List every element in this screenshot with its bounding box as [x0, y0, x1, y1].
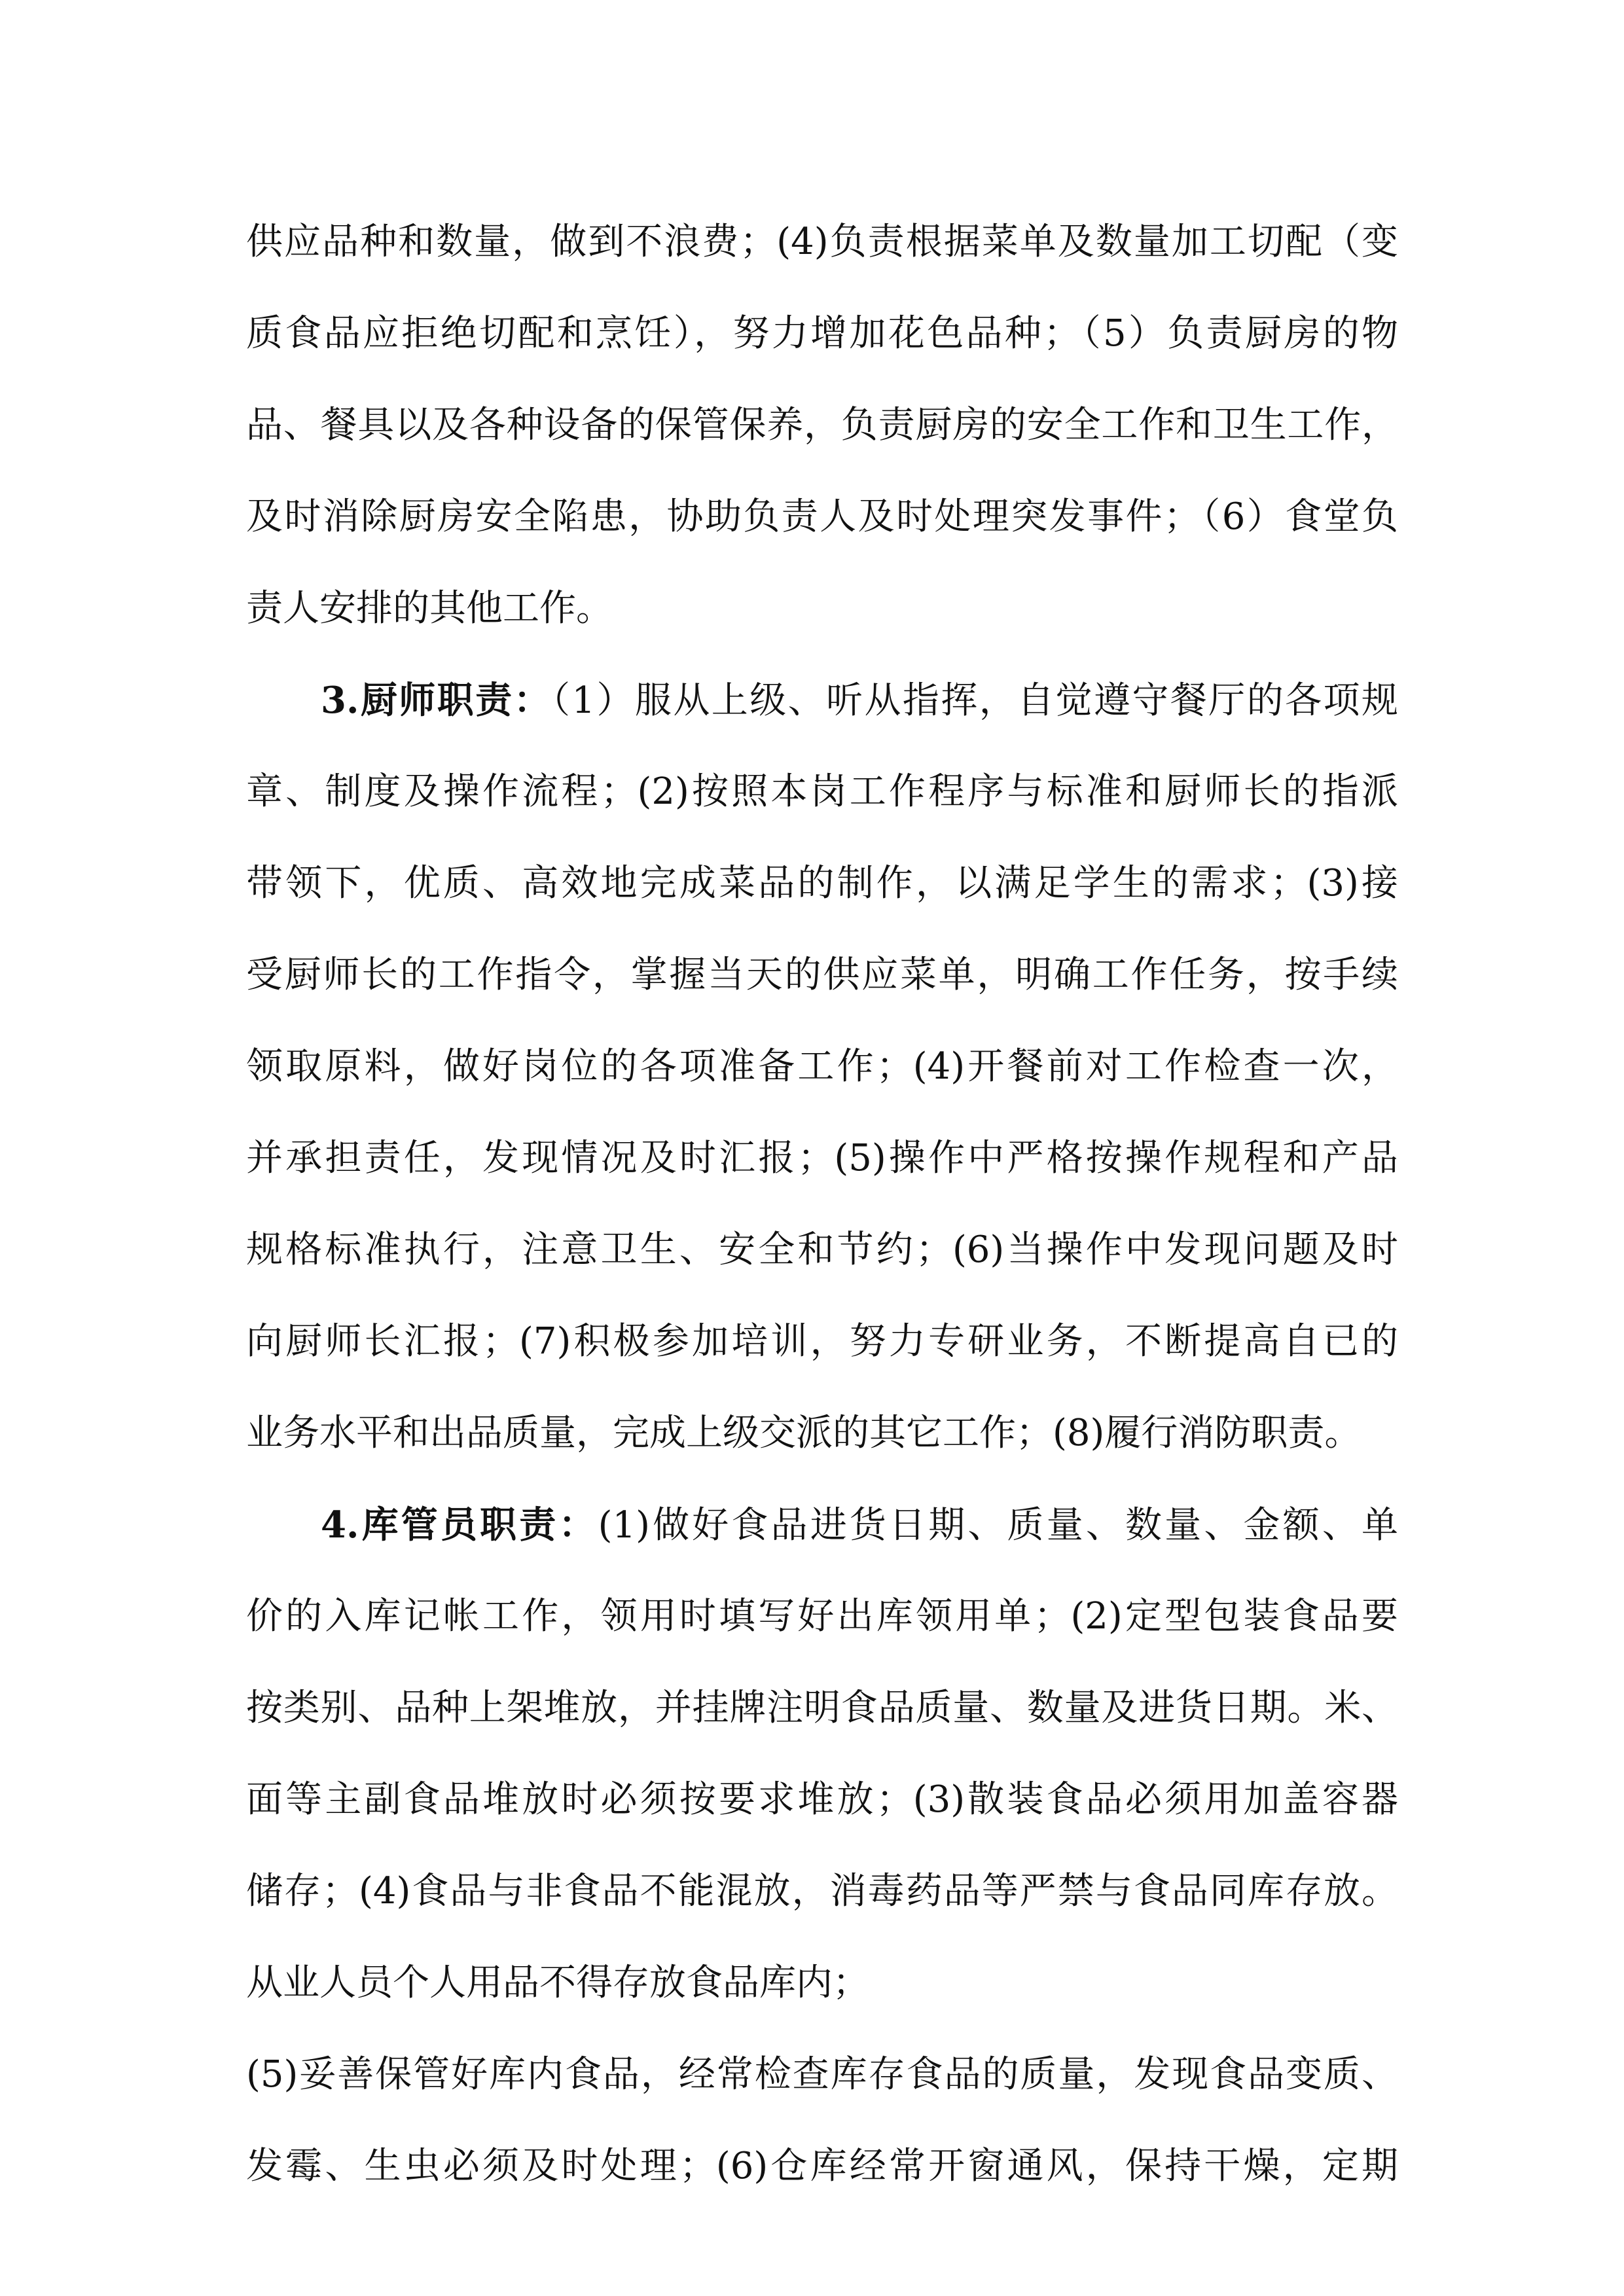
section-first-line	[321, 655, 1398, 746]
paragraph-line: 及时消除厨房安全陷患，协助负责人及时处理突发事件；（6）食堂负	[246, 495, 1398, 538]
paragraph-line: 业务水平和出品质量，完成上级交派的其它工作；(8)履行消防职责。	[246, 1412, 1362, 1454]
paragraph-line: (5)妥善保管好库内食品，经常检查库存食品的质量，发现食品变质、	[246, 2053, 1398, 2096]
section-text: (1)做好食品进货日期、质量、数量、金额、单	[598, 1504, 1398, 1547]
paragraph-line: 供应品种和数量，做到不浪费；(4)负责根据菜单及数量加工切配（变	[246, 221, 1398, 263]
paragraph-line: 质食品应拒绝切配和烹饪），努力增加花色品种；（5）负责厨房的物	[246, 312, 1398, 355]
paragraph-line: 按类别、品种上架堆放，并挂牌注明食品质量、数量及进货日期。米、	[246, 1687, 1398, 1729]
paragraph-line: 面等主副食品堆放时必须按要求堆放；(3)散装食品必须用加盖容器	[246, 1778, 1398, 1821]
section-text: （1）服从上级、听从指挥，自觉遵守餐厅的各项规	[552, 679, 1398, 722]
paragraph-line: 领取原料，做好岗位的各项准备工作；(4)开餐前对工作检查一次，	[246, 1045, 1398, 1088]
paragraph-line: 责人安排的其他工作。	[246, 587, 613, 630]
section-heading-chef: 3.厨师职责：	[321, 679, 552, 722]
paragraph-line: 章、制度及操作流程；(2)按照本岗工作程序与标准和厨师长的指派	[246, 770, 1398, 813]
paragraph-line: 价的入库记帐工作，领用时填写好出库领用单；(2)定型包装食品要	[246, 1595, 1398, 1638]
paragraph-line: 向厨师长汇报；(7)积极参加培训，努力专研业务，不断提高自已的	[246, 1320, 1398, 1363]
paragraph-line: 从业人员个人用品不得存放食品库内；	[246, 1962, 869, 2004]
paragraph-line: 并承担责任，发现情况及时汇报；(5)操作中严格按操作规程和产品	[246, 1137, 1398, 1179]
paragraph-line: 发霉、生虫必须及时处理；(6)仓库经常开窗通风，保持干燥，定期	[246, 2145, 1398, 2187]
section-first-line	[321, 1479, 1398, 1571]
paragraph-line: 规格标准执行，注意卫生、安全和节约；(6)当操作中发现问题及时	[246, 1229, 1398, 1271]
section-heading-warehouse: 4.库管员职责：	[321, 1503, 598, 1547]
paragraph-line: 受厨师长的工作指令，掌握当天的供应菜单，明确工作任务，按手续	[246, 954, 1398, 996]
paragraph-line: 品、餐具以及各种设备的保管保养，负责厨房的安全工作和卫生工作，	[246, 404, 1398, 446]
paragraph-line: 储存；(4)食品与非食品不能混放，消毒药品等严禁与食品同库存放。	[246, 1870, 1398, 1912]
paragraph-line: 带领下，优质、高效地完成菜品的制作，以满足学生的需求；(3)接	[246, 862, 1398, 905]
